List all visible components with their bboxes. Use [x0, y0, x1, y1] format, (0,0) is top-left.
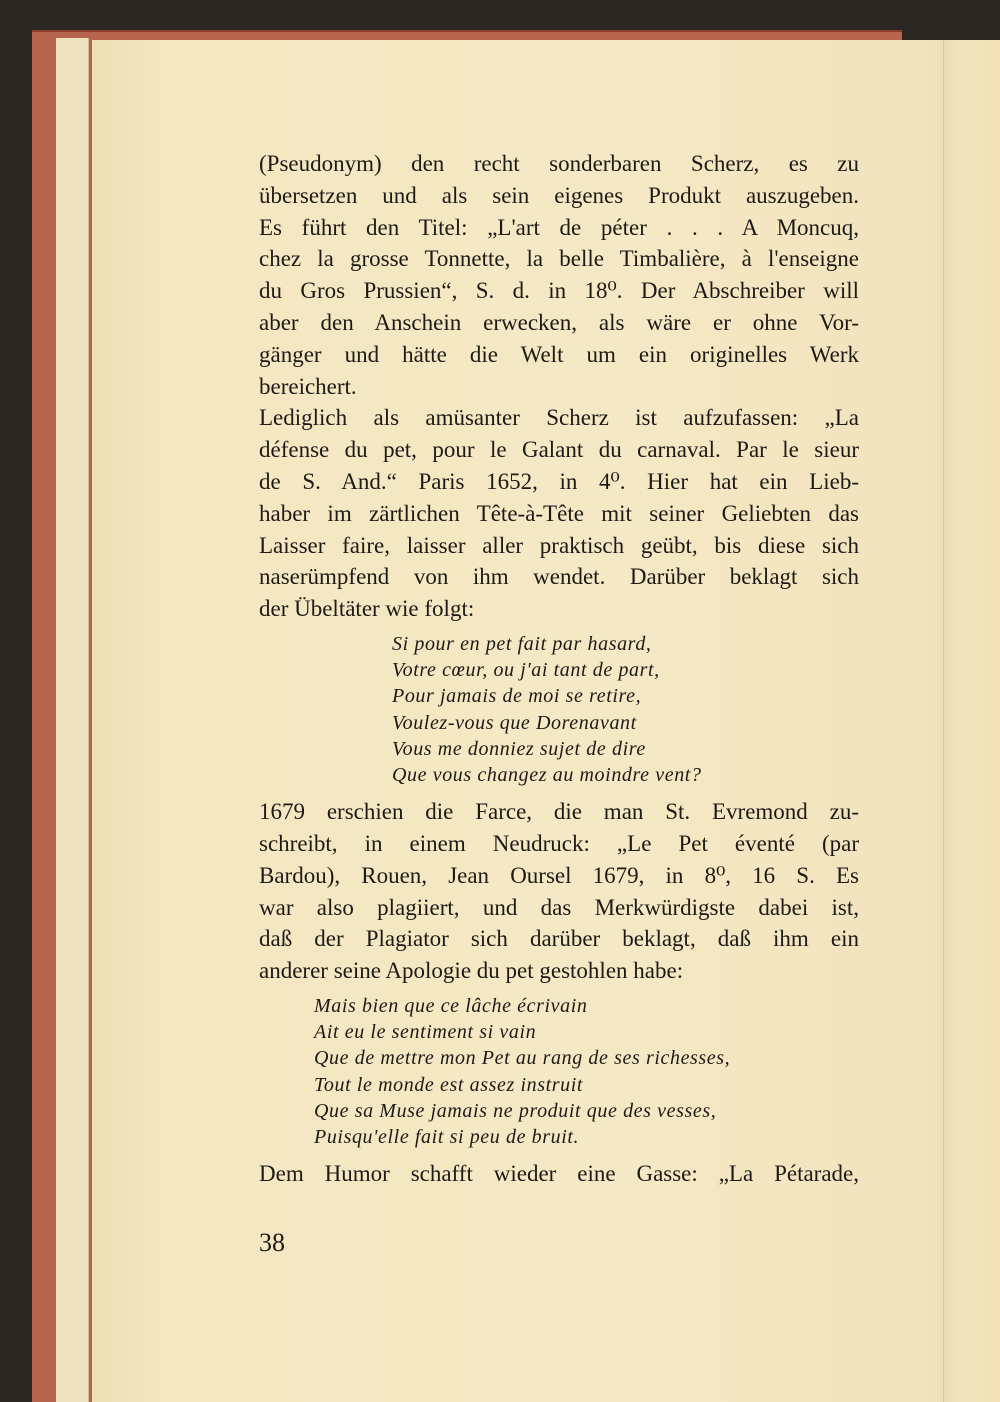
text-line: gänger und hätte die Welt um ein originelles Werk	[259, 341, 859, 367]
text-line: anderer seine Apologie du pet gestohlen habe:	[259, 958, 684, 984]
verse-line: Que vous changez au moindre vent?	[392, 763, 702, 786]
verse-line: Voulez-vous que Dorenavant	[392, 711, 637, 734]
verse-line: Ait eu le sentiment si vain	[314, 1021, 537, 1044]
text-line: naserümpfend von ihm wendet. Darüber beklagt sich	[259, 564, 859, 590]
paragraph-4	[259, 1158, 859, 1190]
text-line: war also plagiiert, und das Merkwürdigste dabei ist,	[259, 894, 859, 920]
page-number: 38	[259, 1228, 285, 1257]
text-line: bereichert.	[259, 373, 357, 399]
verse-line: Si pour en pet fait par hasard,	[392, 632, 652, 655]
text-line: (Pseudonym) den recht sonderbaren Scherz, es zu	[259, 151, 859, 176]
text-line: schreibt, in einem Neudruck: „Le Pet éventé (par	[259, 830, 859, 856]
text-line: übersetzen und als sein eigenes Produkt auszugeben.	[259, 182, 859, 208]
text-line: haber im zärtlichen Tête-à-Tête mit seiner Geliebten das	[259, 500, 859, 526]
facing-page-edge	[943, 40, 1000, 1402]
text-line: Bardou), Rouen, Jean Oursel 1679, in 8⁰, 16 S. Es	[259, 862, 859, 888]
verse-line: Que sa Muse jamais ne produit que des vesses,	[314, 1099, 717, 1122]
text-line: Es führt den Titel: „L'art de péter . . . A Moncuq,	[259, 214, 859, 240]
verse-line: Tout le monde est assez instruit	[314, 1073, 584, 1096]
paragraph-3	[259, 796, 859, 987]
text-line: der Übeltäter wie folgt:	[259, 596, 475, 622]
text-line: 1679 erschien die Farce, die man St. Evremond zu-	[259, 799, 859, 825]
verse-line: Votre cœur, ou j'ai tant de part,	[392, 659, 660, 682]
text-line: Laisser faire, laisser aller praktisch geübt, bis diese sich	[259, 532, 859, 558]
page-edge	[80, 38, 89, 1402]
verse-line: Pour jamais de moi se retire,	[392, 685, 642, 708]
text-line: défense du pet, pour le Galant du carnaval. Par le sieur	[259, 437, 859, 463]
verse-line: Puisqu'elle fait si peu de bruit.	[314, 1125, 580, 1148]
text-line: du Gros Prussien“, S. d. in 18⁰. Der Abschreiber will	[259, 278, 859, 304]
text-line: chez la grosse Tonnette, la belle Timbalière, à l'enseigne	[259, 246, 859, 272]
verse-line: Que de mettre mon Pet au rang de ses richesses,	[314, 1047, 731, 1070]
text-line: daß der Plagiator sich darüber beklagt, daß ihm ein	[259, 926, 859, 952]
verse-line: Vous me donniez sujet de dire	[392, 737, 646, 760]
text-line: aber den Anschein erwecken, als wäre er ohne Vor-	[259, 309, 859, 335]
paragraph-1	[259, 148, 859, 402]
paragraph-2	[259, 402, 859, 625]
text-line: Lediglich als amüsanter Scherz ist aufzufassen: „La	[259, 405, 859, 431]
text-line: Dem Humor schafft wieder eine Gasse: „La Pétarade,	[259, 1161, 859, 1187]
text-line: de S. And.“ Paris 1652, in 4⁰. Hier hat ein Lieb-	[259, 468, 859, 494]
page-text	[259, 148, 859, 1190]
verse-line: Mais bien que ce lâche écrivain	[314, 994, 588, 1017]
verse-quote-2	[259, 993, 859, 1150]
verse-quote-1	[259, 631, 859, 788]
